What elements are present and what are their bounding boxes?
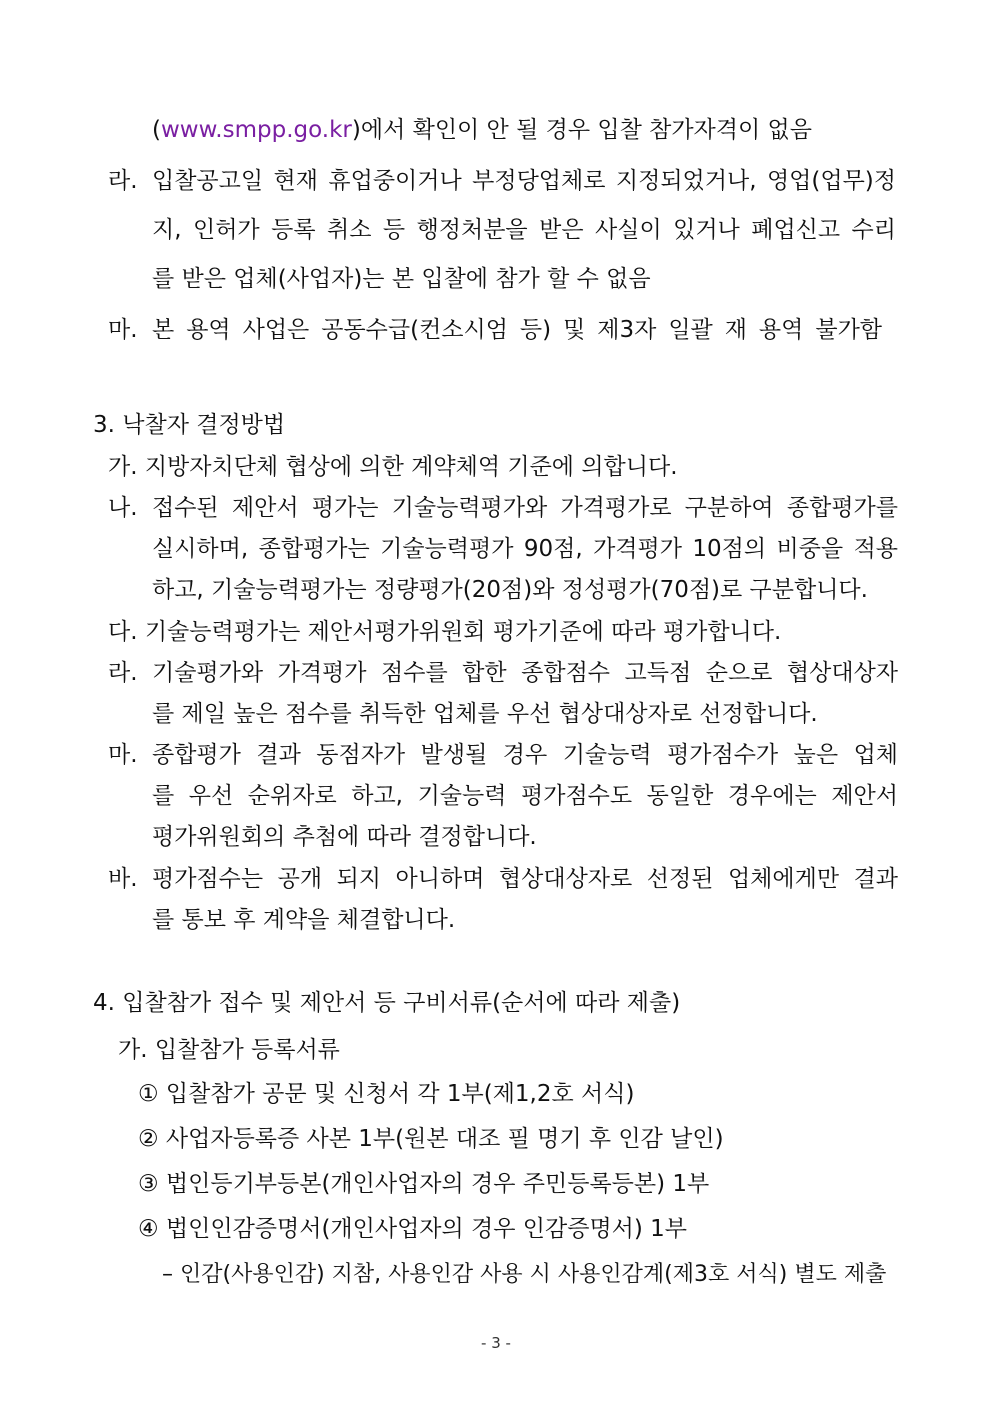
s4-doc-3: ③ 법인등기부등본(개인사업자의 경우 주민등록등본) 1부 (138, 1171, 710, 1197)
item-ma-text: 본 용역 사업은 공동수급(컨소시엄 등) 및 제3자 일괄 재 용역 불가함 (152, 317, 882, 343)
page-number: - 3 - (481, 1334, 511, 1352)
s4-doc-4: ④ 법인인감증명서(개인사업자의 경우 인감증명서) 1부 (138, 1216, 688, 1242)
s3-item-na-line1: 접수된 제안서 평가는 기술능력평가와 가격평가로 구분하여 종합평가를 (152, 495, 898, 521)
s3-item-ma-line2: 를 우선 순위자로 하고, 기술능력 평가점수도 동일한 경우에는 제안서 (152, 783, 898, 809)
smpp-link[interactable]: www.smpp.go.kr (160, 117, 352, 143)
s3-item-na-line2: 실시하며, 종합평가는 기술능력평가 90점, 가격평가 10점의 비중을 적용 (152, 536, 898, 562)
item-ma-marker: 마. (108, 317, 138, 343)
paren-open: ( (152, 117, 161, 143)
s4-doc-2: ② 사업자등록증 사본 1부(원본 대조 필 명기 후 인감 날인) (138, 1126, 724, 1152)
s4-doc-4-note: – 인감(사용인감) 지참, 사용인감 사용 시 사용인감계(제3호 서식) 별도 제출 (162, 1262, 887, 1287)
s3-item-na-marker: 나. (108, 495, 138, 521)
eligibility-note-text: )에서 확인이 안 될 경우 입찰 참가자격이 없음 (351, 117, 812, 143)
s3-item-ba-line1: 평가점수는 공개 되지 아니하며 협상대상자로 선정된 업체에게만 결과 (152, 866, 898, 892)
s3-item-ba-marker: 바. (108, 866, 138, 892)
s3-item-ra-line1: 기술평가와 가격평가 점수를 합한 종합점수 고득점 순으로 협상대상자 (152, 660, 898, 686)
section-4-heading: 4. 입찰참가 접수 및 제안서 등 구비서류(순서에 따라 제출) (93, 990, 681, 1016)
s4-item-ga: 가. 입찰참가 등록서류 (118, 1037, 340, 1063)
s3-item-ma-line3: 평가위원회의 추첨에 따라 결정합니다. (152, 824, 537, 850)
item-ra-marker: 라. (108, 168, 138, 194)
item-ra-line3: 를 받은 업체(사업자)는 본 입찰에 참가 할 수 없음 (152, 266, 651, 292)
item-ra-line1: 입찰공고일 현재 휴업중이거나 부정당업체로 지정되었거나, 영업(업무)정 (152, 168, 896, 194)
s4-doc-1: ① 입찰참가 공문 및 신청서 각 1부(제1,2호 서식) (138, 1081, 635, 1107)
s3-item-ma-line1: 종합평가 결과 동점자가 발생될 경우 기술능력 평가점수가 높은 업체 (152, 742, 898, 768)
s3-item-na-line3: 하고, 기술능력평가는 정량평가(20점)와 정성평가(70점)로 구분합니다. (152, 577, 868, 603)
section-3-heading: 3. 낙찰자 결정방법 (93, 412, 286, 438)
s3-item-ra-line2: 를 제일 높은 점수를 취득한 업체를 우선 협상대상자로 선정합니다. (152, 701, 818, 727)
item-ra-line2: 지, 인허가 등록 취소 등 행정처분을 받은 사실이 있거나 폐업신고 수리 (152, 217, 896, 243)
s3-item-ra-marker: 라. (108, 660, 138, 686)
s3-item-ba-line2: 를 통보 후 계약을 체결합니다. (152, 907, 456, 933)
eligibility-note (152, 115, 812, 145)
s3-item-ga: 가. 지방자치단체 협상에 의한 계약체역 기준에 의합니다. (108, 454, 678, 480)
s3-item-ma-marker: 마. (108, 742, 138, 768)
s3-item-da: 다. 기술능력평가는 제안서평가위원회 평가기준에 따라 평가합니다. (108, 619, 782, 645)
